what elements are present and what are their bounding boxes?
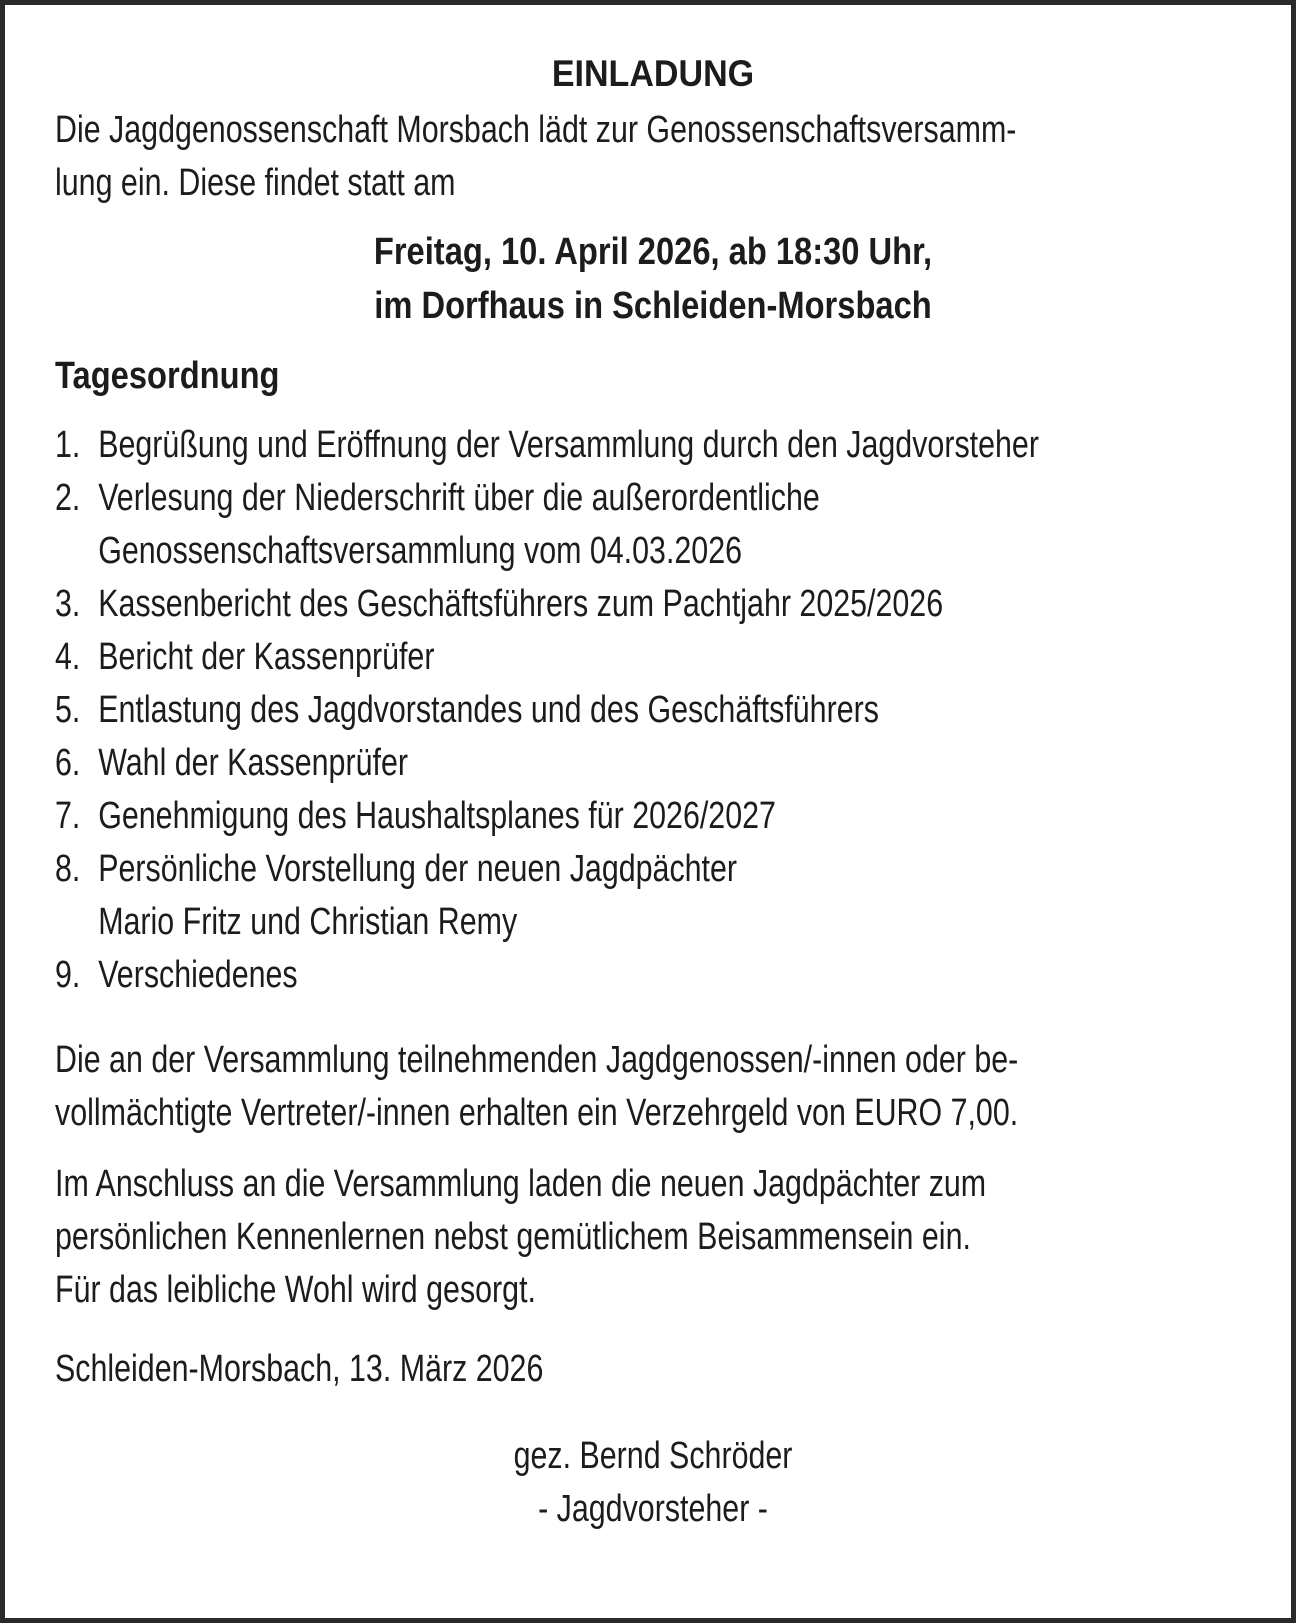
intro-line-2: lung ein. Diese findet statt am [55, 162, 456, 204]
agenda-item-4 [55, 636, 434, 679]
agenda-number: 1. [55, 424, 81, 466]
agenda-number: 3. [55, 583, 81, 625]
agenda-number: 2. [55, 477, 81, 519]
agenda-number: 4. [55, 636, 81, 678]
agenda-number: 9. [55, 954, 81, 996]
agenda-item-9 [55, 954, 298, 997]
agenda-number: 8. [55, 848, 81, 890]
agenda-item-2 [55, 477, 820, 520]
agenda-text: Genossenschaftsversammlung vom 04.03.2026 [98, 530, 743, 572]
signature-name: gez. Bernd Schröder [513, 1435, 793, 1477]
agenda-item-8 [55, 848, 737, 891]
document-title: EINLADUNG [551, 53, 755, 94]
agenda-text: Verlesung der Niederschrift über die außerordentliche [98, 477, 820, 519]
intro-line-1: Die Jagdgenossenschaft Morsbach lädt zur Genossenschaftsversamm- [55, 109, 1017, 151]
event-location: im Dorfhaus in Schleiden-Morsbach [374, 285, 932, 327]
agenda-text: Begrüßung und Eröffnung der Versammlung durch den Jagdvorsteher [98, 424, 1039, 466]
place-date: Schleiden-Morsbach, 13. März 2026 [55, 1348, 544, 1390]
agenda-number: 6. [55, 742, 81, 784]
agenda-item-3 [55, 583, 943, 626]
event-date-time: Freitag, 10. April 2026, ab 18:30 Uhr, [373, 231, 933, 273]
agenda-text: Persönliche Vorstellung der neuen Jagdpächter [98, 848, 738, 890]
social-line-3: Für das leibliche Wohl wird gesorgt. [55, 1269, 536, 1311]
social-line-1: Im Anschluss an die Versammlung laden die neuen Jagdpächter zum [55, 1163, 987, 1205]
agenda-item-1 [55, 424, 1039, 467]
agenda-number: 5. [55, 689, 81, 731]
agenda-text: Verschiedenes [98, 954, 298, 996]
agenda-text: Genehmigung des Haushaltsplanes für 2026/2027 [98, 795, 776, 837]
agenda-heading: Tagesordnung [55, 355, 280, 397]
agenda-text: Mario Fritz und Christian Remy [98, 901, 518, 943]
social-line-2: persönlichen Kennenlernen nebst gemütlichem Beisammensein ein. [55, 1216, 971, 1258]
agenda-text: Entlastung des Jagdvorstandes und des Geschäftsführers [98, 689, 879, 731]
agenda-text: Bericht der Kassenprüfer [98, 636, 435, 678]
agenda-text: Kassenbericht des Geschäftsführers zum Pachtjahr 2025/2026 [98, 583, 944, 625]
allowance-line-2: vollmächtigte Vertreter/-innen erhalten ein Verzehrgeld von EURO 7,00. [55, 1092, 1019, 1134]
allowance-line-1: Die an der Versammlung teilnehmenden Jagdgenossen/-innen oder be- [55, 1039, 1019, 1081]
agenda-item-8-continuation [55, 901, 517, 944]
agenda-number: 7. [55, 795, 81, 837]
agenda-item-6 [55, 742, 408, 785]
signature-role: - Jagdvorsteher - [538, 1488, 768, 1530]
agenda-item-5 [55, 689, 879, 732]
agenda-text: Wahl der Kassenprüfer [98, 742, 408, 784]
agenda-item-7 [55, 795, 776, 838]
agenda-item-2-continuation [55, 530, 742, 573]
